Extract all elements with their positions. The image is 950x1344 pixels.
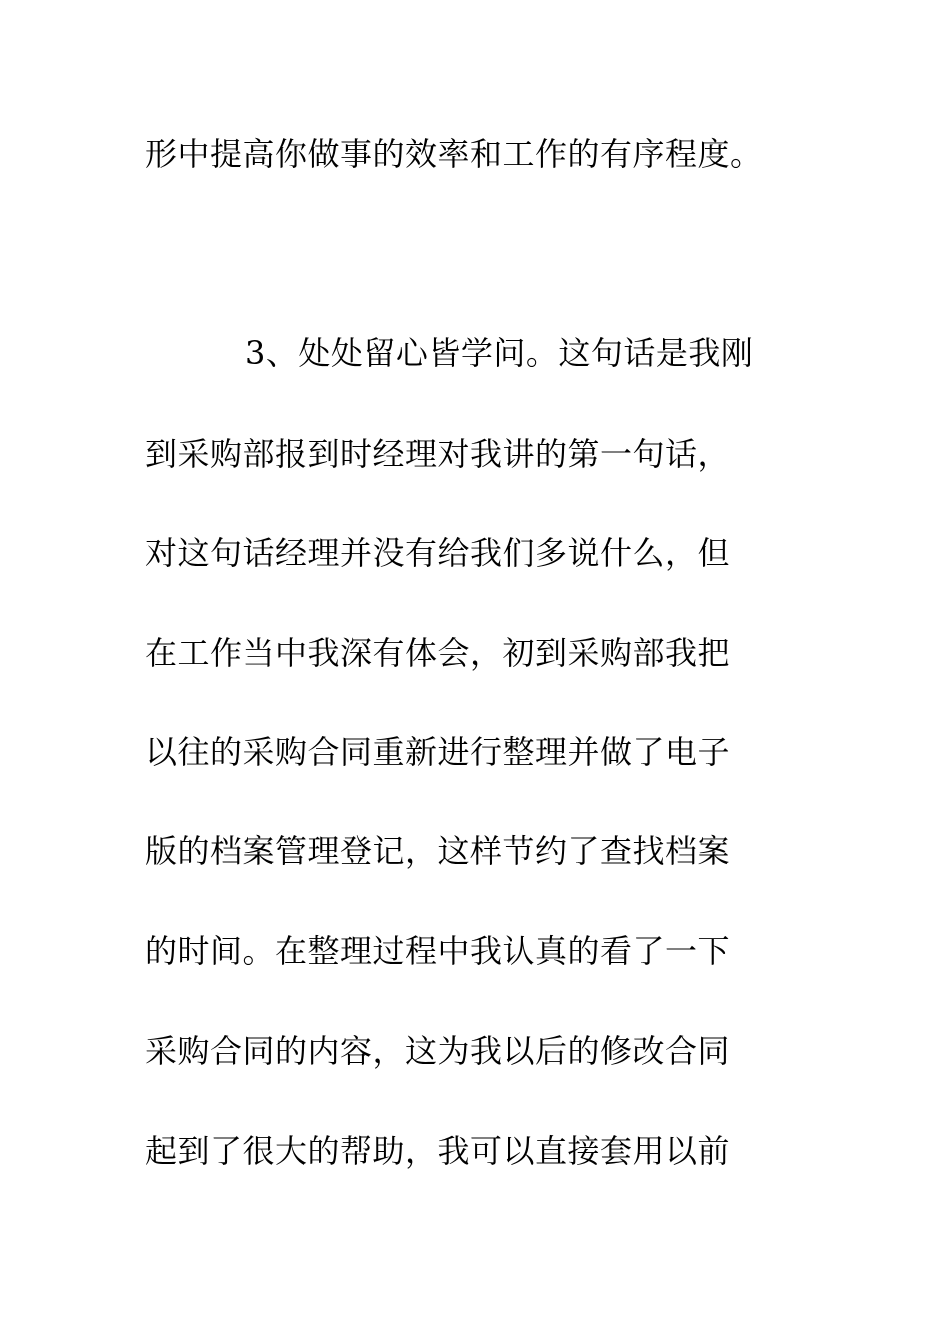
paragraph-3-line-4: 在工作当中我深有体会，初到采购部我把 (145, 634, 731, 672)
paragraph-3-line-9: 起到了很大的帮助，我可以直接套用以前 (145, 1132, 731, 1170)
paragraph-3-line-3: 对这句话经理并没有给我们多说什么，但 (145, 534, 731, 572)
paragraph-3-line-1: 3、处处留心皆学问。这句话是我刚 (245, 334, 754, 372)
paragraph-3-line-2: 到采购部报到时经理对我讲的第一句话， (145, 435, 731, 473)
paragraph-3-line-8: 采购合同的内容，这为我以后的修改合同 (145, 1032, 731, 1070)
paragraph-3-line-7: 的时间。在整理过程中我认真的看了一下 (145, 932, 731, 970)
paragraph-3-line-6: 版的档案管理登记，这样节约了查找档案 (145, 832, 731, 870)
paragraph-3-line-5: 以往的采购合同重新进行整理并做了电子 (145, 733, 731, 771)
text-line-1: 形中提高你做事的效率和工作的有序程度。 (145, 135, 763, 173)
